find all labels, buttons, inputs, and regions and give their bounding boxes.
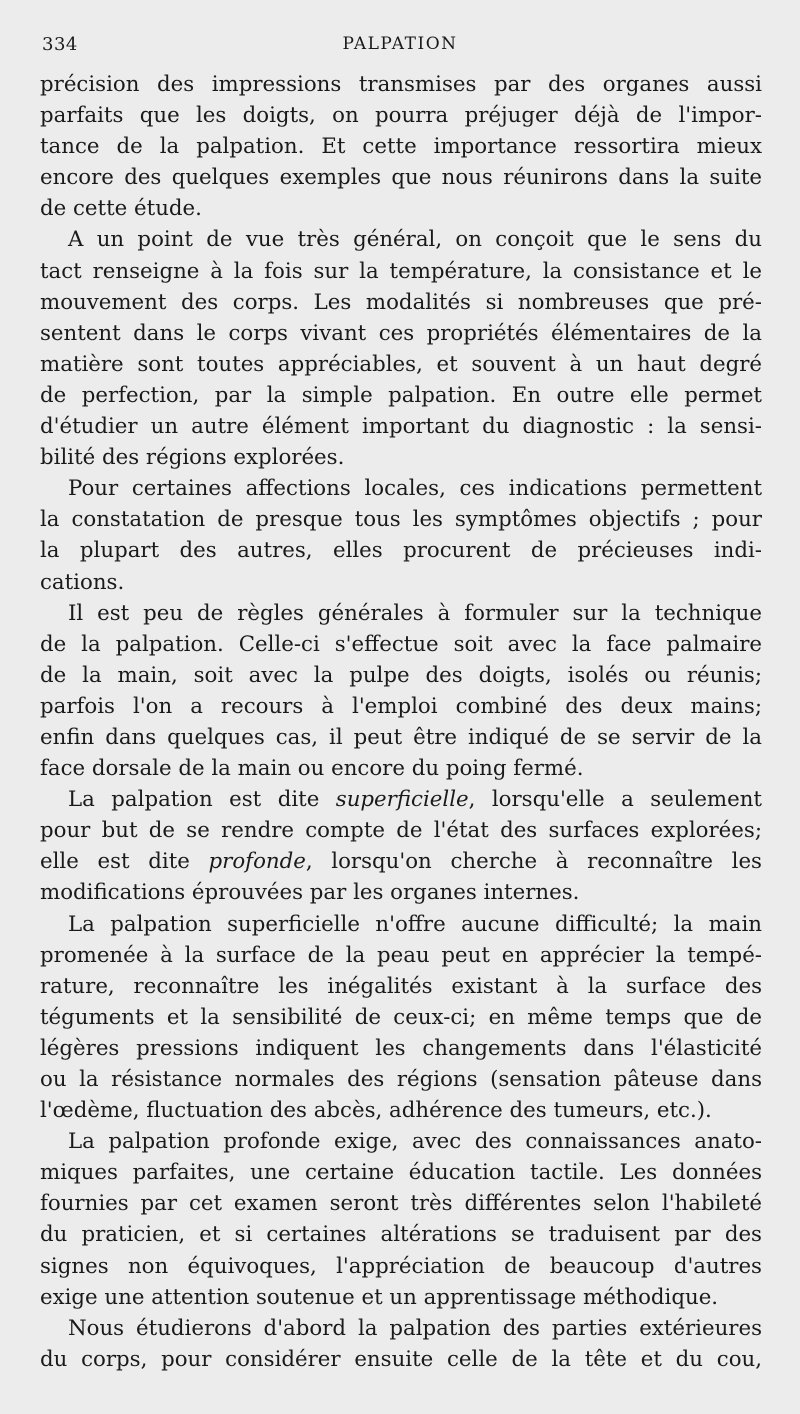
text-run: elle est dite	[40, 849, 209, 875]
running-header	[42, 34, 758, 58]
text-line: de perfection, par la simple palpation. En outre elle permet	[40, 382, 762, 408]
text-line: promenée à la surface de la peau peut en apprécier la tempé-	[40, 942, 762, 968]
text-line: la plupart des autres, elles procurent de précieuses indi-	[40, 538, 762, 564]
text-line	[40, 784, 762, 815]
text-line: La palpation superficielle n'offre aucune difficulté; la main	[68, 911, 762, 937]
text-run: , lorsqu'on cherche à reconnaître les	[305, 849, 762, 875]
text-line: Nous étudierons d'abord la palpation des parties extérieures	[68, 1315, 762, 1341]
text-line: Pour certaines affections locales, ces indications permettent	[68, 476, 762, 502]
body-text	[40, 69, 762, 1375]
text-line: miques parfaites, une certaine éducation tactile. Les données	[40, 1160, 762, 1186]
text-line: de la palpation. Celle-ci s'effectue soit avec la face palmaire	[40, 631, 762, 657]
text-line: de la main, soit avec la pulpe des doigts, isolés ou réunis;	[40, 662, 762, 688]
text-line: parfois l'on a recours à l'emploi combiné des deux mains;	[40, 693, 762, 719]
text-run: La palpation est dite	[68, 787, 336, 813]
text-run: , lorsqu'elle a seulement	[468, 787, 762, 813]
page-number: 334	[42, 34, 78, 55]
text-line: pour but de se rendre compte de l'état des surfaces explorées;	[40, 818, 762, 844]
text-line: tance de la palpation. Et cette importance ressortira mieux	[40, 134, 762, 160]
text-line: parfaits que les doigts, on pourra préjuger déjà de l'impor-	[40, 103, 762, 129]
text-line: bilité des régions explorées.	[40, 445, 345, 471]
text-line: sentent dans le corps vivant ces propriétés élémentaires de la	[40, 320, 762, 346]
text-line: du praticien, et si certaines altérations se traduisent par des	[40, 1222, 762, 1248]
text-line: La palpation profonde exige, avec des connaissances anato-	[68, 1129, 762, 1155]
text-line: encore des quelques exemples que nous réunirons dans la suite	[40, 165, 762, 191]
text-line: ou la résistance normales des régions (sensation pâteuse dans	[40, 1067, 762, 1092]
text-line: Il est peu de règles générales à formuler sur la technique	[68, 600, 762, 626]
text-line: A un point de vue très général, on conçoit que le sens du	[68, 227, 762, 253]
text-line: matière sont toutes appréciables, et souvent à un haut degré	[40, 351, 762, 377]
text-line: fournies par cet examen seront très différentes selon l'habileté	[40, 1191, 762, 1217]
italic-term: profonde	[208, 849, 306, 875]
text-line: rature, reconnaître les inégalités existant à la surface des	[40, 973, 762, 999]
text-line: du corps, pour considérer ensuite celle de la tête et du cou,	[40, 1346, 762, 1372]
text-line	[40, 846, 762, 877]
running-title: PALPATION	[342, 34, 458, 54]
text-line: téguments et la sensibilité de ceux-ci; en même temps que de	[40, 1004, 762, 1030]
text-line: exige une attention soutenue et un apprentissage méthodique.	[40, 1284, 719, 1310]
text-line: de cette étude.	[40, 196, 202, 222]
text-line: modifications éprouvées par les organes internes.	[40, 880, 580, 906]
text-line: signes non équivoques, l'appréciation de beaucoup d'autres	[40, 1253, 762, 1279]
text-line: d'étudier un autre élément important du diagnostic : la sensi-	[40, 414, 762, 440]
text-line: enfin dans quelques cas, il peut être indiqué de se servir de la	[40, 724, 762, 750]
text-line: tact renseigne à la fois sur la température, la consistance et le	[40, 258, 762, 284]
text-line: l'œdème, fluctuation des abcès, adhérence des tumeurs, etc.).	[40, 1098, 712, 1124]
text-line: cations.	[40, 569, 125, 595]
text-line: précision des impressions transmises par des organes aussi	[40, 72, 762, 97]
text-line: la constatation de presque tous les symptômes objectifs ; pour	[40, 507, 762, 533]
text-line: légères pressions indiquent les changements dans l'élasticité	[40, 1035, 762, 1061]
text-line: mouvement des corps. Les modalités si nombreuses que pré-	[40, 289, 762, 315]
text-line: face dorsale de la main ou encore du poing fermé.	[40, 756, 584, 782]
italic-term: superficielle	[335, 787, 469, 813]
